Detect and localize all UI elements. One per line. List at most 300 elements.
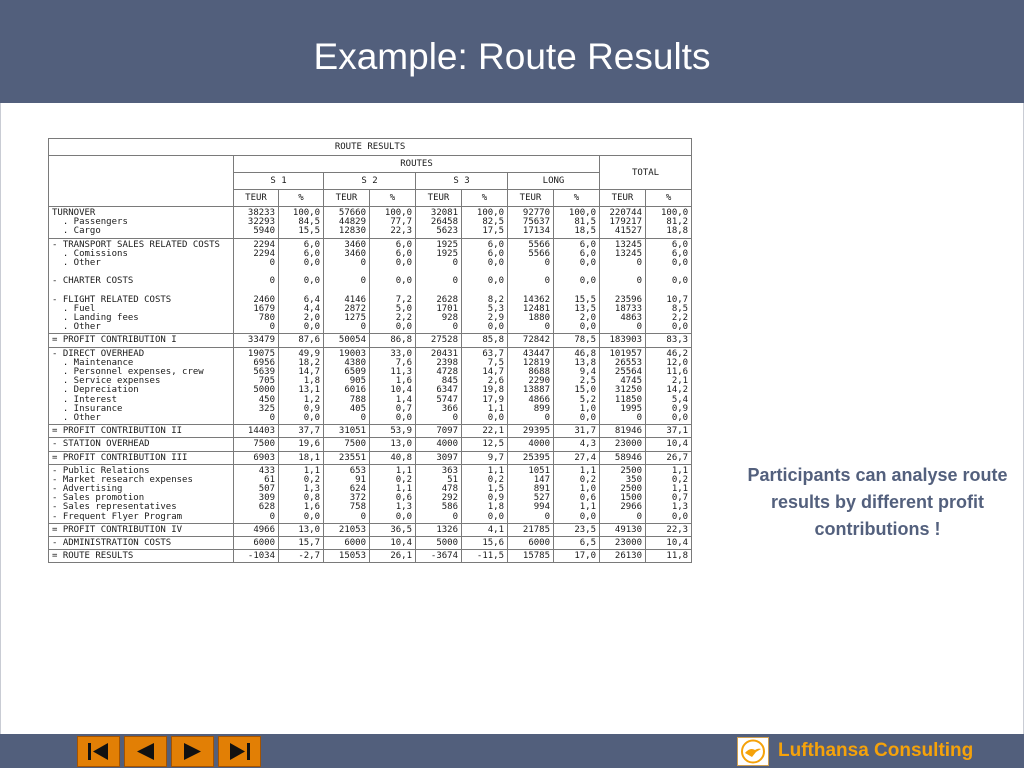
value: 61 — [264, 474, 275, 485]
value: 49,9 — [298, 348, 320, 359]
value: 4000 — [436, 439, 458, 450]
value: 10,7 — [666, 294, 689, 305]
teur-cell — [324, 334, 370, 347]
percent-cell — [370, 464, 416, 523]
teur-cell — [508, 550, 554, 563]
table-row — [49, 550, 692, 563]
value: 91 — [355, 474, 366, 485]
value: 26458 — [430, 217, 458, 228]
teur-cell — [324, 464, 370, 523]
table-row — [49, 464, 692, 523]
value: 13,0 — [390, 439, 412, 450]
teur-cell — [600, 238, 646, 334]
value: 366 — [441, 403, 458, 414]
value: 0,0 — [579, 276, 596, 287]
label-line: - CHARTER COSTS — [52, 276, 134, 287]
value: 292 — [441, 493, 458, 504]
percent-cell — [279, 207, 324, 239]
value: 2290 — [528, 376, 550, 387]
value: 9,7 — [487, 452, 504, 463]
value: 13,8 — [574, 357, 596, 368]
value: -3674 — [430, 551, 458, 562]
value: 0,0 — [487, 412, 504, 423]
value: 23,5 — [574, 524, 596, 535]
label-line: . Service expenses — [52, 376, 161, 387]
value: 0,6 — [395, 493, 412, 504]
value: 82,5 — [482, 217, 504, 228]
value: 33,0 — [390, 348, 412, 359]
value: 0 — [636, 322, 642, 333]
value: 32293 — [247, 217, 275, 228]
value: 450 — [258, 394, 275, 405]
percent-cell — [554, 425, 600, 438]
table-row — [49, 334, 692, 347]
percent-cell — [646, 334, 692, 347]
value: 0,0 — [579, 322, 596, 333]
label-line: = PROFIT CONTRIBUTION II — [52, 426, 183, 437]
percent-cell — [554, 334, 600, 347]
percent-header: % — [370, 190, 416, 207]
value: 11850 — [614, 394, 642, 405]
value: 0,0 — [395, 412, 412, 423]
value: 928 — [441, 313, 458, 324]
value: 72842 — [522, 335, 550, 346]
value: 18733 — [614, 303, 642, 314]
teur-cell — [234, 550, 279, 563]
label-line: . Interest — [52, 394, 118, 405]
value: 0 — [636, 257, 642, 268]
percent-cell — [646, 207, 692, 239]
value: 0,6 — [579, 493, 596, 504]
percent-cell — [370, 550, 416, 563]
value: 1925 — [436, 239, 458, 250]
value: 4000 — [528, 439, 550, 450]
value: 1,6 — [303, 502, 320, 513]
value: 0,0 — [487, 257, 504, 268]
value: 13,5 — [574, 303, 596, 314]
teur-cell — [600, 334, 646, 347]
value: 26,1 — [390, 551, 412, 562]
value: 4863 — [620, 313, 642, 324]
value: 6,0 — [579, 248, 596, 259]
value: 2460 — [253, 294, 275, 305]
value: 32081 — [430, 208, 458, 218]
value: 0 — [636, 276, 642, 287]
value: 0 — [360, 276, 366, 287]
value: 4146 — [344, 294, 366, 305]
value: 1,5 — [487, 484, 504, 495]
percent-cell — [370, 347, 416, 425]
value: 994 — [533, 502, 550, 513]
table-row — [49, 347, 692, 425]
teur-cell — [234, 347, 279, 425]
row-label — [49, 334, 234, 347]
value: 100,0 — [661, 208, 689, 218]
value: 5747 — [436, 394, 458, 405]
value: 20431 — [430, 348, 458, 359]
value: 0,2 — [671, 474, 689, 485]
percent-cell — [279, 523, 324, 536]
percent-cell — [462, 438, 508, 451]
value: 23551 — [338, 452, 366, 463]
value: 81,5 — [574, 217, 596, 228]
value: 6,0 — [579, 239, 596, 250]
teur-header: TEUR — [508, 190, 554, 207]
teur-cell — [416, 425, 462, 438]
label-line: . Landing fees — [52, 313, 139, 324]
value: 0,0 — [487, 322, 504, 333]
value: 1701 — [436, 303, 458, 314]
value: 17,5 — [482, 226, 504, 237]
value: 19,6 — [298, 439, 320, 450]
value: 29395 — [522, 426, 550, 437]
previous-button[interactable] — [124, 736, 167, 767]
table-row — [49, 425, 692, 438]
value: 1,1 — [671, 484, 689, 495]
teur-cell — [234, 425, 279, 438]
value: 5940 — [253, 226, 275, 237]
value: 0 — [636, 511, 642, 522]
label-line: TURNOVER — [52, 208, 96, 218]
value: 4380 — [344, 357, 366, 368]
value: 0,0 — [303, 511, 320, 522]
value: 1,6 — [395, 376, 412, 387]
teur-cell — [508, 451, 554, 464]
route-results-table — [48, 138, 692, 563]
value: 2,9 — [487, 313, 504, 324]
value: 6,0 — [303, 239, 320, 250]
teur-cell — [600, 550, 646, 563]
percent-cell — [462, 537, 508, 550]
value: 5,0 — [395, 303, 412, 314]
label-line: . Insurance — [52, 403, 123, 414]
value: 845 — [441, 376, 458, 387]
value: 6,4 — [303, 294, 320, 305]
value: 83,3 — [666, 335, 689, 346]
value: 0,2 — [579, 474, 596, 485]
route-header: S 2 — [324, 173, 416, 190]
previous-icon — [125, 737, 166, 766]
brand-name: Lufthansa Consulting — [778, 740, 974, 761]
label-line: . Other — [52, 322, 101, 333]
teur-cell — [508, 347, 554, 425]
value: 7500 — [344, 439, 366, 450]
value: 1,2 — [303, 394, 320, 405]
percent-cell — [554, 347, 600, 425]
value: 705 — [258, 376, 275, 387]
percent-cell — [370, 238, 416, 334]
percent-cell — [462, 238, 508, 334]
teur-cell — [416, 334, 462, 347]
value: 1,3 — [671, 502, 689, 513]
label-line: . Other — [52, 257, 101, 268]
percent-cell — [646, 537, 692, 550]
label-line: - Sales representatives — [52, 502, 177, 513]
teur-cell — [324, 537, 370, 550]
value: 0 — [360, 322, 366, 333]
value: 10,4 — [666, 439, 689, 450]
value: 4866 — [528, 394, 550, 405]
label-line: . Fuel — [52, 303, 96, 314]
teur-cell — [508, 334, 554, 347]
value: 6,0 — [487, 239, 504, 250]
value: 19075 — [247, 348, 275, 359]
label-line: = PROFIT CONTRIBUTION I — [52, 335, 177, 346]
row-label — [49, 451, 234, 464]
teur-cell — [600, 523, 646, 536]
table-row — [49, 207, 692, 239]
value: 5566 — [528, 248, 550, 259]
value: 18,1 — [298, 452, 320, 463]
value: 0 — [360, 412, 366, 423]
percent-cell — [554, 537, 600, 550]
row-label — [49, 523, 234, 536]
percent-cell — [462, 451, 508, 464]
value: 0 — [269, 257, 275, 268]
label-line: = PROFIT CONTRIBUTION IV — [52, 524, 183, 535]
table-row — [49, 438, 692, 451]
value: 1,1 — [303, 465, 320, 476]
value: 15785 — [522, 551, 550, 562]
value: 147 — [533, 474, 550, 485]
label-line: - Advertising — [52, 484, 123, 495]
teur-cell — [508, 425, 554, 438]
value: 1,8 — [303, 376, 320, 387]
value: 0,0 — [303, 257, 320, 268]
percent-cell — [279, 550, 324, 563]
percent-cell — [646, 438, 692, 451]
value: 7,2 — [395, 294, 412, 305]
value: 63,7 — [482, 348, 504, 359]
value: 350 — [625, 474, 642, 485]
value: 0,8 — [303, 493, 320, 504]
value: 0,2 — [395, 474, 412, 485]
value: 23000 — [614, 538, 642, 548]
value: 183903 — [609, 335, 642, 346]
next-button[interactable] — [171, 736, 214, 767]
value: 84,5 — [298, 217, 320, 228]
value: 100,0 — [292, 208, 320, 218]
value: 6000 — [344, 538, 366, 548]
value: 14,2 — [666, 385, 689, 396]
value: 363 — [441, 465, 458, 476]
teur-header: TEUR — [600, 190, 646, 207]
value: 1,3 — [303, 484, 320, 495]
percent-header: % — [554, 190, 600, 207]
value: 0,2 — [303, 474, 320, 485]
value: 17134 — [522, 226, 550, 237]
percent-cell — [370, 425, 416, 438]
teur-cell — [324, 451, 370, 464]
value: 0 — [544, 276, 550, 287]
value: 325 — [258, 403, 275, 414]
value: 49130 — [614, 524, 642, 535]
value: 3097 — [436, 452, 458, 463]
percent-cell — [646, 451, 692, 464]
value: 10,4 — [390, 538, 412, 548]
value: 10,4 — [666, 538, 689, 548]
teur-cell — [416, 550, 462, 563]
value: 38233 — [247, 208, 275, 218]
value: 8688 — [528, 367, 550, 377]
value: 0,0 — [671, 322, 689, 333]
percent-cell — [554, 451, 600, 464]
teur-header: TEUR — [234, 190, 279, 207]
percent-cell — [279, 537, 324, 550]
first-page-button[interactable] — [77, 736, 120, 767]
label-line: - ADMINISTRATION COSTS — [52, 538, 172, 548]
label-line: = PROFIT CONTRIBUTION III — [52, 452, 188, 463]
row-label — [49, 425, 234, 438]
teur-cell — [416, 464, 462, 523]
value: 11,8 — [666, 551, 689, 562]
value: 2966 — [620, 502, 642, 513]
value: 51 — [447, 474, 458, 485]
last-page-button[interactable] — [218, 736, 261, 767]
value: -11,5 — [476, 551, 504, 562]
value: 5566 — [528, 239, 550, 250]
label-line: - TRANSPORT SALES RELATED COSTS — [52, 239, 220, 250]
value: 46,2 — [666, 348, 689, 359]
value: 0 — [544, 257, 550, 268]
value: 100,0 — [568, 208, 596, 218]
value: 86,8 — [390, 335, 412, 346]
value: 81946 — [614, 426, 642, 437]
value: 2500 — [620, 465, 642, 476]
teur-cell — [600, 207, 646, 239]
label-line: - Public Relations — [52, 465, 150, 476]
value: 0,2 — [487, 474, 504, 485]
table-row — [49, 523, 692, 536]
value: 5623 — [436, 226, 458, 237]
percent-cell — [279, 464, 324, 523]
percent-cell — [370, 451, 416, 464]
value: 6903 — [253, 452, 275, 463]
value: 1,1 — [395, 465, 412, 476]
value: 58946 — [614, 452, 642, 463]
table-row — [49, 537, 692, 550]
crane-logo — [737, 737, 769, 766]
value: 2,0 — [303, 313, 320, 324]
teur-cell — [324, 438, 370, 451]
value: 0 — [452, 276, 458, 287]
percent-cell — [554, 523, 600, 536]
value: 433 — [258, 465, 275, 476]
percent-cell — [370, 537, 416, 550]
teur-cell — [234, 238, 279, 334]
value: 179217 — [609, 217, 642, 228]
last-page-icon — [219, 737, 260, 766]
percent-cell — [279, 451, 324, 464]
value: 2,5 — [579, 376, 596, 387]
value: 1,4 — [395, 394, 412, 405]
value: 27528 — [430, 335, 458, 346]
value: 14,7 — [298, 367, 320, 377]
percent-cell — [462, 425, 508, 438]
value: 46,8 — [574, 348, 596, 359]
teur-cell — [416, 438, 462, 451]
value: 37,7 — [298, 426, 320, 437]
row-label — [49, 537, 234, 550]
teur-cell — [416, 451, 462, 464]
value: 18,8 — [666, 226, 689, 237]
value: 2,0 — [579, 313, 596, 324]
label-line: - STATION OVERHEAD — [52, 439, 150, 450]
value: 6347 — [436, 385, 458, 396]
value: 0 — [544, 511, 550, 522]
label-line: . Comissions — [52, 248, 128, 259]
percent-cell — [462, 334, 508, 347]
value: 6509 — [344, 367, 366, 377]
value: 17,9 — [482, 394, 504, 405]
value: 15,0 — [574, 385, 596, 396]
value: 1,1 — [671, 465, 689, 476]
teur-cell — [324, 523, 370, 536]
value: 1500 — [620, 493, 642, 504]
row-label — [49, 464, 234, 523]
value: 43447 — [522, 348, 550, 359]
value: 309 — [258, 493, 275, 504]
percent-cell — [554, 464, 600, 523]
value: 905 — [349, 376, 366, 387]
value: 6016 — [344, 385, 366, 396]
value: 22,3 — [390, 226, 412, 237]
value: 100,0 — [384, 208, 412, 218]
value: 628 — [258, 502, 275, 513]
value: 0,9 — [671, 403, 689, 414]
routes-header: ROUTES — [234, 156, 600, 173]
value: 40,8 — [390, 452, 412, 463]
value: 0 — [269, 276, 275, 287]
value: 6000 — [253, 538, 275, 548]
value: 19,8 — [482, 385, 504, 396]
value: 17,0 — [574, 551, 596, 562]
value: 31,7 — [574, 426, 596, 437]
table-body — [49, 207, 692, 563]
teur-cell — [600, 451, 646, 464]
value: 1,0 — [579, 403, 596, 414]
value: 13,0 — [298, 524, 320, 535]
percent-cell — [554, 438, 600, 451]
value: 12819 — [522, 357, 550, 368]
value: 8,2 — [487, 294, 504, 305]
value: 0,7 — [395, 403, 412, 414]
percent-cell — [646, 464, 692, 523]
value: 2294 — [253, 239, 275, 250]
value: 5000 — [253, 385, 275, 396]
value: 92770 — [522, 208, 550, 218]
label-line: - Sales promotion — [52, 493, 145, 504]
value: 4,4 — [303, 303, 320, 314]
value: 0 — [360, 511, 366, 522]
value: 0,0 — [395, 276, 412, 287]
route-header: LONG — [508, 173, 600, 190]
value: 1326 — [436, 524, 458, 535]
value: 653 — [349, 465, 366, 476]
value: 78,5 — [574, 335, 596, 346]
total-header: TOTAL — [600, 156, 692, 190]
percent-cell — [554, 550, 600, 563]
teur-cell — [508, 464, 554, 523]
value: 31250 — [614, 385, 642, 396]
percent-cell — [279, 334, 324, 347]
label-line: - DIRECT OVERHEAD — [52, 348, 145, 359]
value: 5,3 — [487, 303, 504, 314]
percent-header: % — [279, 190, 324, 207]
table-title: ROUTE RESULTS — [49, 139, 692, 156]
value: 10,4 — [390, 385, 412, 396]
value: 4,3 — [579, 439, 596, 450]
